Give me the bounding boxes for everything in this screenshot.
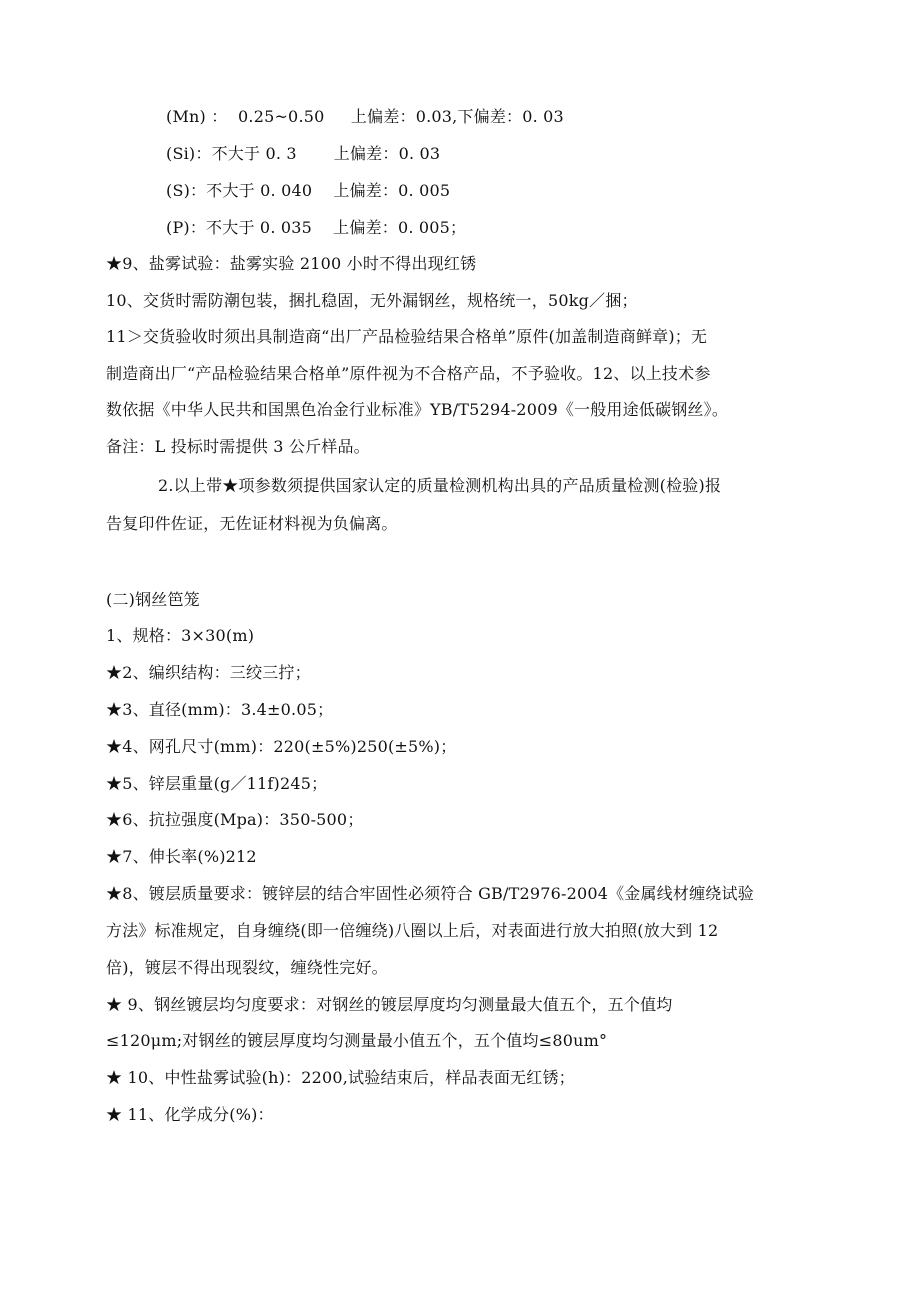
spec-item: ★ 10、中性盐雾试验(h)：2200,试验结束后，样品表面无红锈；	[106, 1068, 575, 1087]
note-line: 2.以上带★项参数须提供国家认定的质量检测机构出具的产品质量检测(检验)报	[158, 476, 722, 495]
spec-line-p: (P)：不大于 0. 035 上偏差：0. 005；	[166, 218, 467, 237]
spec-item: ★8、镀层质量要求：镀锌层的结合牢固性必须符合 GB/T2976-2004《金属线材缠绕试验	[106, 884, 754, 903]
note-line: 告复印件佐证，无佐证材料视为负偏离。	[106, 514, 398, 533]
section-heading: (二)钢丝笆笼	[106, 590, 200, 609]
spec-item: ★2、编织结构：三绞三拧；	[106, 663, 311, 682]
spec-item: ★7、伸长率(%)212	[106, 847, 257, 866]
section1-line: 数依据《中华人民共和国黑色冶金行业标准》YB/T5294-2009《一般用途低碳钢丝》。	[106, 400, 729, 419]
spec-item: ≤120μm;对钢丝的镀层厚度均匀测量最小值五个，五个值均≤80um°	[106, 1031, 608, 1050]
section1-line: ★9、盐雾试验：盐雾实验 2100 小时不得出现红锈	[106, 254, 477, 273]
section1-line: 10、交货时需防潮包装，捆扎稳固，无外漏钢丝，规格统一，50kg／捆；	[106, 291, 638, 310]
section1-line: 11＞交货验收时须出具制造商“出厂产品检验结果合格单”原件(加盖制造商鲜章)；无	[106, 327, 708, 346]
spec-item: ★3、直径(mm)：3.4±0.05；	[106, 700, 334, 719]
spec-item: ★5、锌层重量(g／11f)245；	[106, 774, 328, 793]
remark-line: 备注：L 投标时需提供 3 公斤样品。	[106, 437, 370, 456]
spec-item: ★ 11、化学成分(%)：	[106, 1105, 274, 1124]
spec-item: 1、规格：3×30(m)	[106, 626, 255, 645]
spec-item: ★6、抗拉强度(Mpa)：350-500；	[106, 810, 364, 829]
spec-item: ★4、网孔尺寸(mm)：220(±5%)250(±5%)；	[106, 737, 457, 756]
spec-item: 倍)，镀层不得出现裂纹，缠绕性完好。	[106, 958, 388, 977]
section1-line: 制造商出厂“产品检验结果合格单”原件视为不合格产品，不予验收。12、以上技术参	[106, 364, 711, 383]
spec-item: 方法》标准规定，自身缠绕(即一倍缠绕)八圈以上后，对表面进行放大拍照(放大到 12	[106, 921, 719, 940]
spec-line-si: (Si)：不大于 0. 3 上偏差：0. 03	[166, 144, 441, 163]
spec-line-s: (S)：不大于 0. 040 上偏差：0. 005	[166, 181, 451, 200]
spec-item: ★ 9、钢丝镀层均匀度要求：对钢丝的镀层厚度均匀测量最大值五个，五个值均	[106, 995, 673, 1014]
spec-line-mn: (Mn) ： 0.25~0.50 上偏差：0.03,下偏差：0. 03	[166, 107, 564, 126]
